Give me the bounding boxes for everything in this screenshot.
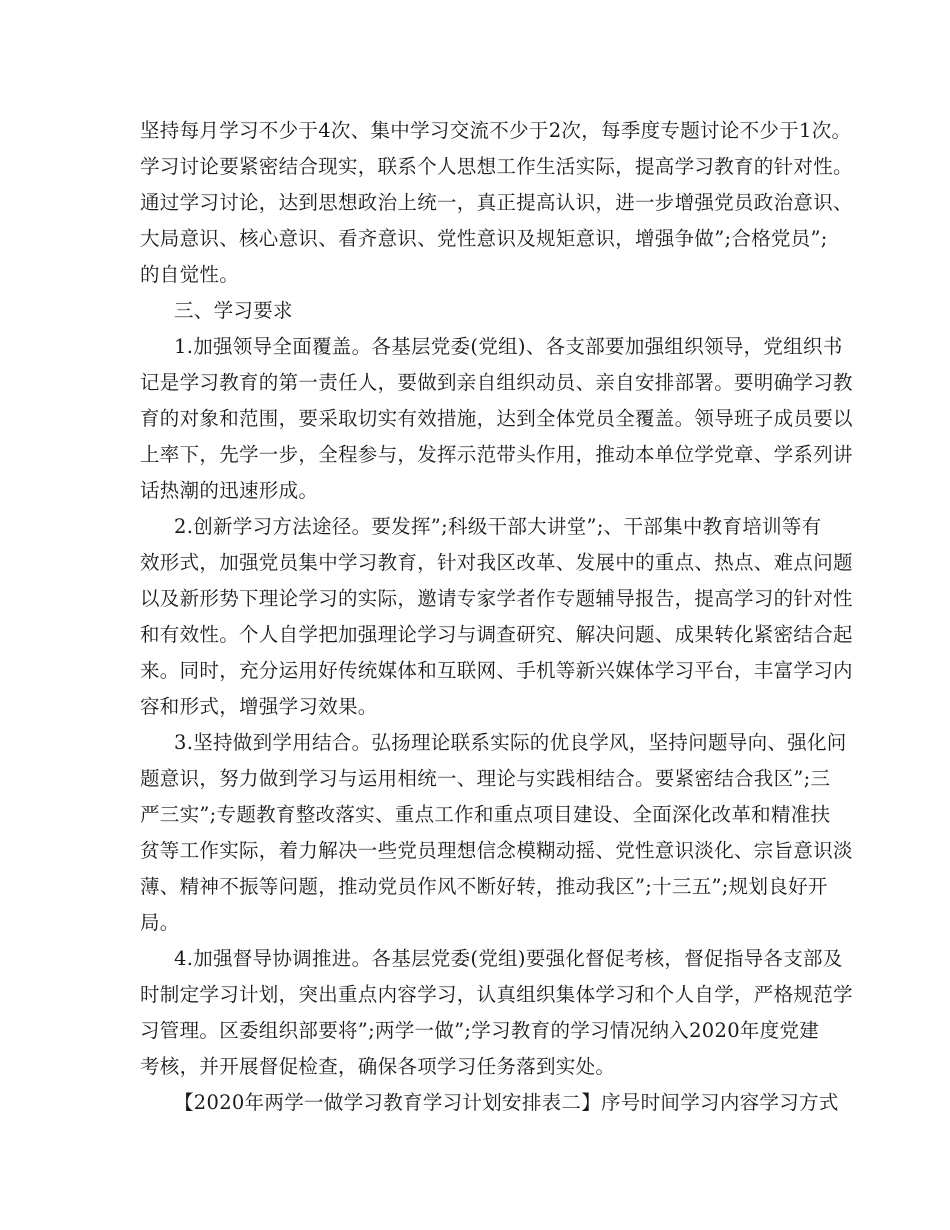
text-line: 局。 bbox=[140, 911, 180, 934]
text-line: 记是学习教育的第一责任人，要做到亲自组织动员、亲自安排部署。要明确学习教 bbox=[140, 371, 853, 394]
text-line: 育的对象和范围，要采取切实有效措施，达到全体党员全覆盖。领导班子成员要以 bbox=[140, 407, 853, 430]
text-line: 话热潮的迅速形成。 bbox=[140, 479, 319, 502]
text-line: 贫等工作实际，着力解决一些党员理想信念模糊动摇、党性意识淡化、宗旨意识淡 bbox=[140, 839, 853, 862]
text-line: 通过学习讨论，达到思想政治上统一，真正提高认识，进一步增强党员政治意识、 bbox=[140, 191, 853, 214]
text-line: 来。同时，充分运用好传统媒体和互联网、手机等新兴媒体学习平台，丰富学习内 bbox=[140, 659, 853, 682]
section-heading: 三、学习要求 bbox=[174, 299, 293, 322]
text-line: 上率下，先学一步，全程参与，发挥示范带头作用，推动本单位学党章、学系列讲 bbox=[140, 443, 853, 466]
text-line: 1.加强领导全面覆盖。各基层党委(党组)、各支部要加强组织领导，党组织书 bbox=[174, 335, 843, 358]
text-line: 以及新形势下理论学习的实际，邀请专家学者作专题辅导报告，提高学习的针对性 bbox=[140, 587, 853, 610]
text-line: 学习讨论要紧密结合现实，联系个人思想工作生活实际，提高学习教育的针对性。 bbox=[140, 155, 853, 178]
table-caption: 【2020年两学一做学习教育学习计划安排表二】序号时间学习内容学习方式 bbox=[174, 1091, 839, 1114]
text-line: 习管理。区委组织部要将”;两学一做”;学习教育的学习情况纳入2020年度党建 bbox=[140, 1019, 820, 1042]
text-line: 时制定学习计划，突出重点内容学习，认真组织集体学习和个人自学，严格规范学 bbox=[140, 983, 853, 1006]
text-line: 4.加强督导协调推进。各基层党委(党组)要强化督促考核，督促指导各支部及 bbox=[174, 947, 843, 970]
text-line: 坚持每月学习不少于4次、集中学习交流不少于2次，每季度专题讨论不少于1次。 bbox=[140, 119, 852, 142]
text-line: 考核，并开展督促检查，确保各项学习任务落到实处。 bbox=[140, 1055, 616, 1078]
text-line: 大局意识、核心意识、看齐意识、党性意识及规矩意识，增强争做”;合格党员”; bbox=[140, 227, 828, 250]
text-line: 严三实”;专题教育整改落实、重点工作和重点项目建设、全面深化改革和精准扶 bbox=[140, 803, 831, 826]
text-line: 容和形式，增强学习效果。 bbox=[140, 695, 378, 718]
text-line: 和有效性。个人自学把加强理论学习与调查研究、解决问题、成果转化紧密结合起 bbox=[140, 623, 853, 646]
text-line: 的自觉性。 bbox=[140, 263, 240, 286]
text-line: 效形式，加强党员集中学习教育，针对我区改革、发展中的重点、热点、难点问题 bbox=[140, 551, 853, 574]
text-line: 3.坚持做到学用结合。弘扬理论联系实际的优良学风，坚持问题导向、强化问 bbox=[174, 731, 847, 754]
text-line: 2.创新学习方法途径。要发挥”;科级干部大讲堂”;、干部集中教育培训等有 bbox=[174, 515, 822, 538]
text-line: 题意识，努力做到学习与运用相统一、理论与实践相结合。要紧密结合我区”;三 bbox=[140, 767, 831, 790]
text-line: 薄、精神不振等问题，推动党员作风不断好转，推动我区”;十三五”;规划良好开 bbox=[140, 875, 828, 898]
